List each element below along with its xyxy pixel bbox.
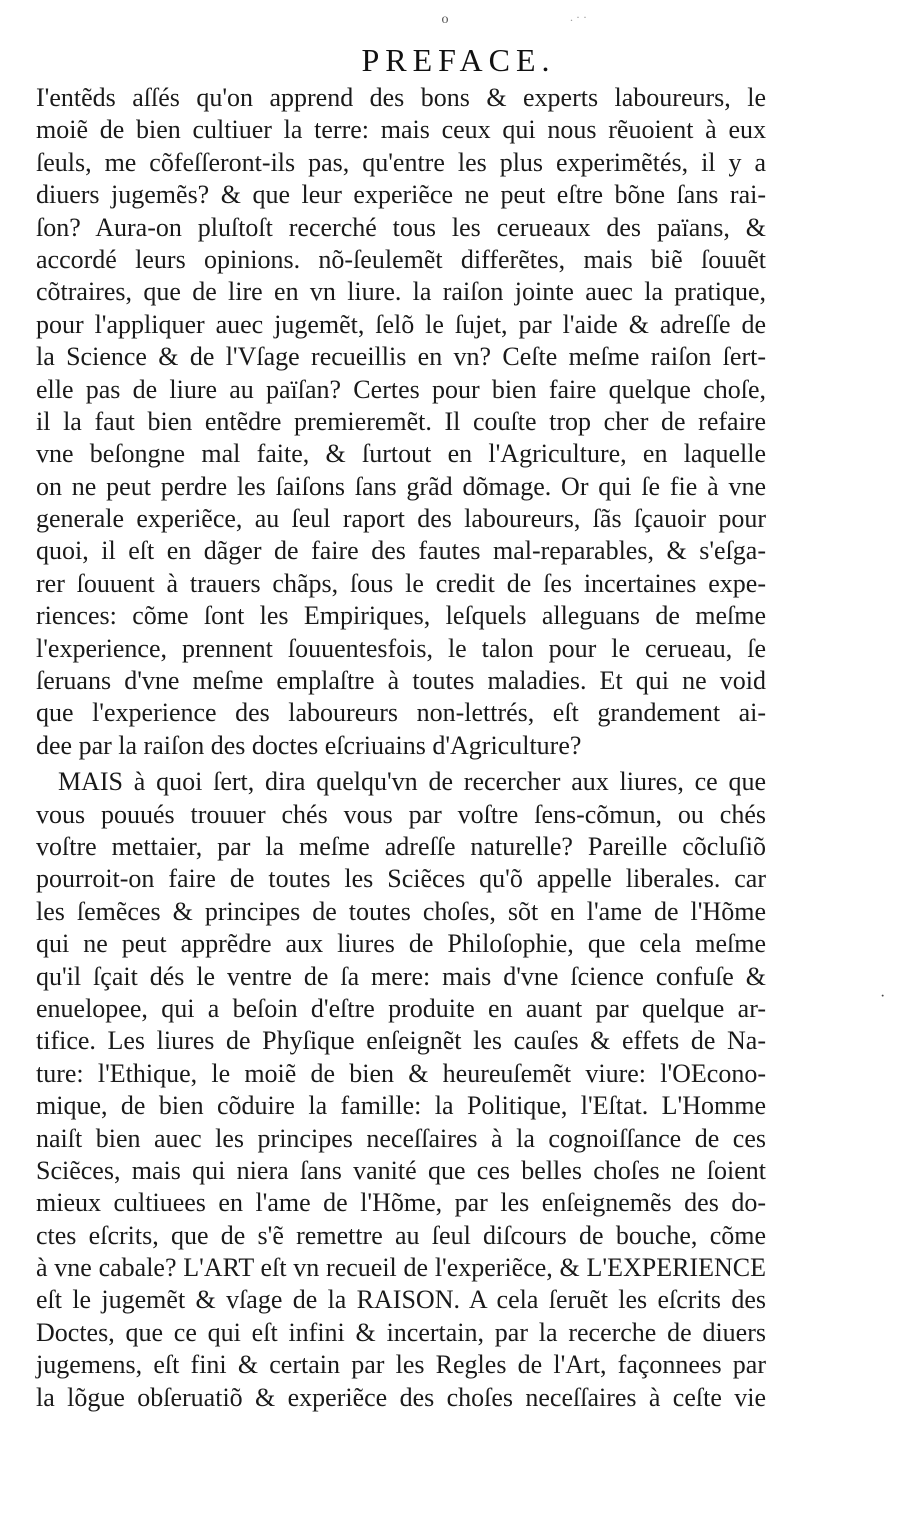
text-line: elle pas de liure au païſan? Certes pour bien faire quelque choſe, bbox=[36, 374, 766, 404]
text-line: qu'il ſçait dés le ventre de ſa mere: mais d'vne ſcience confuſe & bbox=[36, 961, 766, 991]
folio-mark: o bbox=[441, 12, 449, 27]
text-line: il la faut bien entẽdre premieremẽt. Il couſte trop cher de refaire bbox=[36, 406, 766, 436]
text-line: qui ne peut apprẽdre aux liures de Philoſophie, que cela meſme bbox=[36, 929, 766, 959]
text-line: dee par la raiſon des doctes eſcriuains d'Agriculture? bbox=[36, 730, 582, 760]
text-line: MAIS à quoi ſert, dira quelqu'vn de recercher aux liures, ce que bbox=[58, 767, 766, 797]
paragraph-2 bbox=[36, 766, 766, 1414]
text-line: pourroit-on faire de toutes les Sciẽces qu'õ appelle liberales. car bbox=[36, 864, 766, 894]
running-head: PREFACE. bbox=[361, 42, 556, 78]
text-line: ture: l'Ethique, le moiẽ de bien & heureuſemẽt viure: l'OEcono- bbox=[36, 1058, 766, 1088]
text-line: tifice. Les liures de Phyſique enſeignẽt les cauſes & effets de Na- bbox=[36, 1026, 766, 1056]
text-line: vne beſongne mal faite, & ſurtout en l'Agriculture, en laquelle bbox=[36, 439, 766, 469]
text-line: ctes eſcrits, que de s'ẽ remettre au ſeul diſcours de bouche, cõme bbox=[36, 1220, 766, 1250]
text-line: mieux cultiuees en l'ame de l'Hõme, par les enſeignemẽs des do- bbox=[36, 1188, 766, 1218]
text-line: generale experiẽce, au ſeul raport des laboureurs, ſãs ſçauoir pour bbox=[36, 504, 766, 534]
text-line: ſeuls, me cõfeſſeront-ils pas, qu'entre les plus experimẽtés, il y a bbox=[36, 147, 766, 177]
body-text bbox=[36, 82, 766, 1414]
text-line: rer ſouuent à trauers chãps, ſous le credit de ſes incertaines expe- bbox=[36, 568, 766, 598]
text-line: voſtre mettaier, par la meſme adreſſe naturelle? Pareille cõcluſiõ bbox=[36, 831, 766, 861]
text-line: I'entẽds aſſés qu'on apprend des bons & experts laboureurs, le bbox=[36, 83, 766, 112]
text-line: accordé leurs opinions. nõ-ſeulemẽt differẽtes, mais biẽ ſouuẽt bbox=[36, 244, 766, 274]
text-line: diuers jugemẽs? & que leur experiẽce ne peut eſtre bõne ſans rai- bbox=[36, 180, 766, 210]
text-line: à vne cabale? L'ART eſt vn recueil de l'experiẽce, & L'EXPERIENCE bbox=[36, 1253, 766, 1283]
text-line: la lõgue obſeruatiõ & experiẽce des choſes neceſſaires à ceſte vie bbox=[36, 1382, 766, 1412]
text-line: Doctes, que ce qui eſt infini & incertain, par la recerche de diuers bbox=[36, 1317, 766, 1347]
margin-mark: · bbox=[880, 988, 886, 1005]
text-line: mique, de bien cõduire la famille: la Politique, l'Eſtat. L'Homme bbox=[36, 1091, 766, 1121]
text-line: moiẽ de bien cultiuer la terre: mais ceux qui nous rẽuoient à eux bbox=[36, 115, 766, 145]
text-line: jugemens, eſt fini & certain par les Regles de l'Art, façonnees par bbox=[36, 1350, 766, 1380]
text-line: enuelopee, qui a beſoin d'eſtre produite en auant par quelque ar- bbox=[36, 993, 766, 1023]
text-line: on ne peut perdre les ſaiſons ſans grãd dõmage. Or qui ſe fie à vne bbox=[36, 471, 766, 501]
text-line: cõtraires, que de lire en vn liure. la raiſon jointe auec la pratique, bbox=[36, 277, 766, 307]
text-line: ſon? Aura-on pluſtoſt recerché tous les cerueaux des païans, & bbox=[36, 212, 766, 242]
text-line: les ſemẽces & principes de toutes choſes, sõt en l'ame de l'Hõme bbox=[36, 896, 766, 926]
text-line: pour l'appliquer auec jugemẽt, ſelõ le ſujet, par l'aide & adreſſe de bbox=[36, 309, 766, 339]
paragraph-1 bbox=[36, 82, 766, 762]
text-line: l'experience, prennent ſouuentesfois, le talon pour le cerueau, ſe bbox=[36, 633, 766, 663]
text-line: riences: cõme ſont les Empiriques, leſquels alleguans de meſme bbox=[36, 601, 766, 631]
text-line: quoi, il eſt en dãger de faire des fautes mal-reparables, & s'eſga- bbox=[36, 536, 766, 566]
text-line: la Science & de l'Vſage recueillis en vn? Ceſte meſme raiſon ſert- bbox=[36, 342, 766, 372]
text-line: Sciẽces, mais qui niera ſans vanité que ces belles choſes ne ſoient bbox=[36, 1155, 766, 1185]
text-line: naiſt bien auec les principes neceſſaires à la cognoiſſance de ces bbox=[36, 1123, 766, 1153]
text-line: vous pouués trouuer chés vous par voſtre ſens-cõmun, ou chés bbox=[36, 799, 766, 829]
text-line: ſeruans d'vne meſme emplaſtre à toutes maladies. Et qui ne void bbox=[36, 666, 766, 696]
text-line: eſt le jugemẽt & vſage de la RAISON. A cela ſeruẽt les eſcrits des bbox=[36, 1285, 766, 1315]
corner-marks: . · · bbox=[570, 10, 587, 24]
text-line: que l'experience des laboureurs non-lettrés, eſt grandement ai- bbox=[36, 698, 766, 728]
